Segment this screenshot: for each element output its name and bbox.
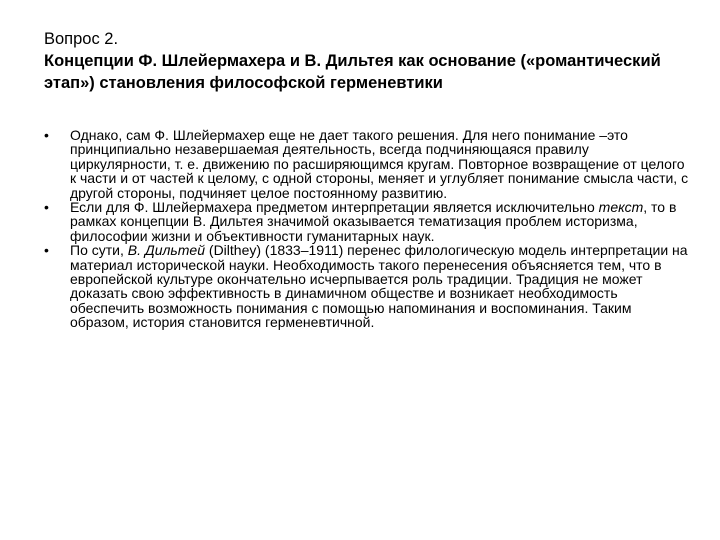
bullet-text-3-after: (Dilthey) (1833–1911) перенес филологическую модель интерпретации на материал исторической науки. Необходимость такого перенесения объясняется тем, что в европейской культуре окончательно исчерпывается роль традиции. Традиция не может доказать свою эффективность в динамичном обществе и возникает необходимость обеспечить возможность понимания с помощью напоминания и воспоминания. Таким образом, история становится герменевтичной. [70, 242, 688, 331]
bullet-text-1: Однако, сам Ф. Шлейермахер еще не дает такого решения. Для него понимание –это принципиально незавершаемая деятельность, всегда подчиняющаяся правилу циркулярности, т. е. движению по расширяющимся кругам. Повторное возвращение от целого к части и от частей к целому, с одной стороны, меняет и углубляет понимание смысла части, с другой стороны, подчиняет целое постоянному развитию. [70, 127, 689, 201]
bullet-text-3-before: По сути, [70, 242, 128, 259]
bullet-text-2-emphasis: текст [598, 199, 644, 216]
bullet-marker: • [44, 199, 49, 216]
bullet-item-3 [44, 243, 690, 329]
bullet-item-1 [44, 128, 690, 200]
bullet-list [44, 128, 690, 330]
question-label: Вопрос 2. [44, 30, 119, 48]
bullet-marker: • [44, 127, 49, 143]
bullet-marker: • [44, 242, 49, 259]
bullet-text-2-before: Если для Ф. Шлейермахера предметом интерпретации является исключительно [70, 199, 599, 216]
bullet-text-2-after: , то в рамках концепции В. Дильтея значимой оказывается тематизация проблем историзма, философии жизни и объективности гуманитарных наук. [70, 199, 677, 244]
title-block [44, 28, 684, 94]
bullet-text-3-emphasis: В. Дильтей [127, 242, 206, 259]
bullet-item-2 [44, 200, 690, 243]
slide-title: Концепции Ф. Шлейермахера и В. Дильтея как основание («романтический этап») становления философской герменевтики [44, 52, 661, 92]
